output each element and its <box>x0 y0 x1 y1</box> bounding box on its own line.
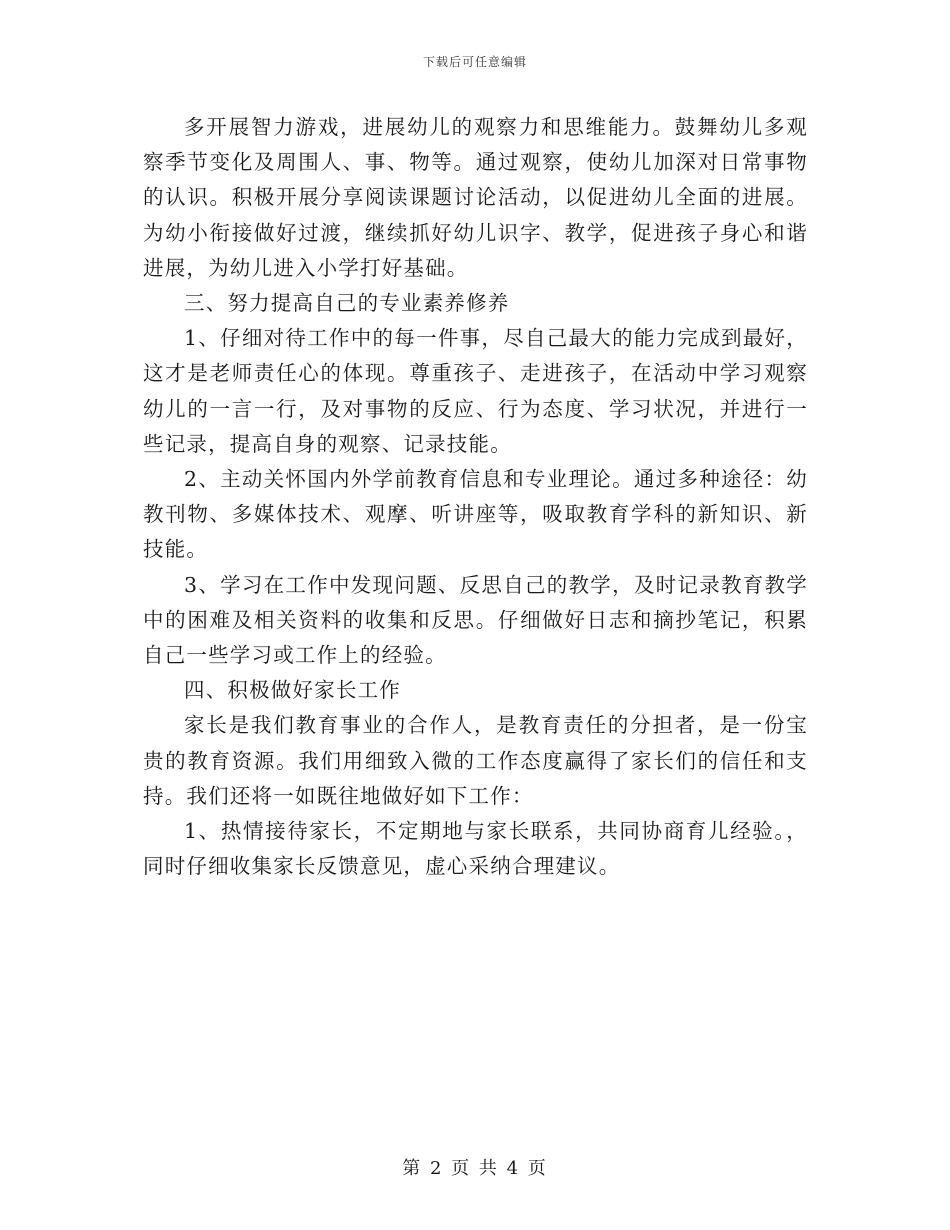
section-heading-professional-quality: 三、努力提高自己的专业素养修养 <box>184 291 510 316</box>
paragraph-intellectual-games: 多开展智力游戏，进展幼儿的观察力和思维能力。鼓舞幼儿多观察季节变化及周围人、事、物等。通过观察，使幼儿加深对日常事物的认识。积极开展分享阅读课题讨论活动，以促进幼儿全面的进展。为幼小衔接做好过渡，继续抓好幼儿识字、教学，促进孩子身心和谐进展，为幼儿进入小学打好基础。 <box>143 115 808 280</box>
paragraph-parents-item-1: 1、热情接待家长，不定期地与家长联系，共同协商育儿经验。，同时仔细收集家长反馈意见，虚心采纳合理建议。 <box>143 819 808 879</box>
paragraph-item-3-reflection: 3、学习在工作中发现问题、反思自己的教学，及时记录教育教学中的困难及相关资料的收集和反思。仔细做好日志和摘抄笔记，积累自己一些学习或工作上的经验。 <box>143 572 808 668</box>
document-body <box>143 110 808 884</box>
paragraph-item-1-responsibility: 1、仔细对待工作中的每一件事，尽自己最大的能力完成到最好，这才是老师责任心的体现。尊重孩子、走进孩子，在活动中学习观察幼儿的一言一行，及对事物的反应、行为态度、学习状况，并进行一些记录，提高自身的观察、记录技能。 <box>143 326 808 456</box>
section-heading-parent-work: 四、积极做好家长工作 <box>184 678 401 703</box>
paragraph-item-2-theory: 2、主动关怀国内外学前教育信息和专业理论。通过多种途径：幼教刊物、多媒体技术、观摩、听讲座等，吸取教育学科的新知识、新技能。 <box>143 467 808 562</box>
paragraph-parents-intro: 家长是我们教育事业的合作人，是教育责任的分担者，是一份宝贵的教育资源。我们用细致入微的工作态度赢得了家长们的信任和支持。我们还将一如既往地做好如下工作： <box>143 713 808 808</box>
page-footer: 第 2 页 共 4 页 <box>402 1158 548 1179</box>
page-header: 下载后可任意编辑 <box>422 55 527 69</box>
